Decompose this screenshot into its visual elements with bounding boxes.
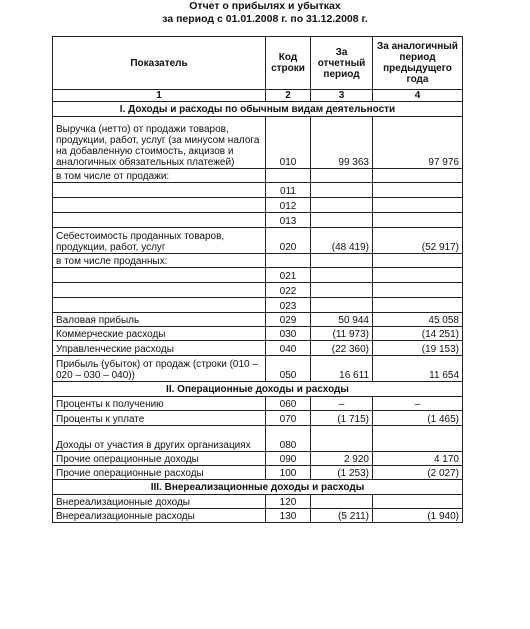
row-previous-value: 45 058 [373,313,463,327]
row-current-value [311,298,373,313]
row-code [266,169,311,183]
table-row [53,495,463,509]
row-code: 030 [266,327,311,341]
row-previous-value [373,495,463,509]
table-row [53,452,463,466]
column-number: 1 [53,90,266,102]
table-header-row [53,37,463,90]
row-current-value [311,169,373,183]
row-label [53,183,266,198]
row-previous-value: – [373,397,463,411]
row-code: 050 [266,356,311,382]
table-row [53,313,463,327]
row-code: 100 [266,466,311,480]
table-row [53,397,463,411]
row-previous-value [373,198,463,213]
col-header-indicator: Показатель [53,37,266,90]
table-row [53,228,463,254]
row-label: Внереализационные доходы [53,495,266,509]
table-row [53,198,463,213]
row-label: Себестоимость проданных товаров, продукции, работ, услуг [53,228,266,254]
row-previous-value [373,169,463,183]
table-row [53,327,463,341]
row-label: Доходы от участия в других организациях [53,426,266,452]
row-label: Прочие операционные расходы [53,466,266,480]
report-period: за период с 01.01.2008 г. по 31.12.2008 г. [162,13,368,25]
row-code: 023 [266,298,311,313]
row-previous-value [373,426,463,452]
row-code: 120 [266,495,311,509]
table-row [53,356,463,382]
row-current-value [311,426,373,452]
section-row [53,480,463,495]
column-number: 3 [311,90,373,102]
column-number-row [53,90,463,102]
row-current-value: 16 611 [311,356,373,382]
row-label: Проценты к уплате [53,411,266,426]
row-current-value [311,283,373,298]
row-previous-value [373,268,463,283]
row-label [53,298,266,313]
row-current-value: 99 363 [311,117,373,169]
row-previous-value: 11 654 [373,356,463,382]
row-current-value: (1 715) [311,411,373,426]
col-header-current: За отчетный период [311,37,373,90]
row-code: 070 [266,411,311,426]
row-current-value [311,183,373,198]
row-previous-value: (1 465) [373,411,463,426]
row-code: 090 [266,452,311,466]
table-row [53,169,463,183]
row-code: 011 [266,183,311,198]
row-label [53,198,266,213]
section-title: I. Доходы и расходы по обычным видам деятельности [53,102,463,117]
row-label: Прибыль (убыток) от продаж (строки (010 – 020 – 030 – 040)) [53,356,266,382]
row-current-value: (48 419) [311,228,373,254]
row-label: Внереализационные расходы [53,509,266,523]
row-label [53,283,266,298]
table-row [53,298,463,313]
row-previous-value: 4 170 [373,452,463,466]
row-label [53,268,266,283]
row-previous-value [373,298,463,313]
row-label: Валовая прибыль [53,313,266,327]
row-current-value [311,495,373,509]
row-previous-value: 97 976 [373,117,463,169]
table-row [53,509,463,523]
row-previous-value [373,213,463,228]
row-previous-value: (19 153) [373,341,463,356]
row-label: в том числе от продажи: [53,169,266,183]
row-current-value: 2 920 [311,452,373,466]
row-label: Прочие операционные доходы [53,452,266,466]
row-previous-value [373,283,463,298]
row-current-value [311,213,373,228]
row-code: 020 [266,228,311,254]
row-current-value: (11 973) [311,327,373,341]
section-row [53,102,463,117]
section-title: III. Внереализационные доходы и расходы [53,480,463,495]
row-current-value: – [311,397,373,411]
table-row [53,268,463,283]
row-code: 012 [266,198,311,213]
col-header-previous: За аналогичный период предыдущего года [373,37,463,90]
row-code: 022 [266,283,311,298]
row-previous-value: (2 027) [373,466,463,480]
row-code: 013 [266,213,311,228]
row-current-value [311,268,373,283]
row-code: 130 [266,509,311,523]
row-current-value [311,254,373,268]
table-row [53,341,463,356]
section-row [53,382,463,397]
row-previous-value [373,183,463,198]
table-row [53,213,463,228]
row-current-value [311,198,373,213]
row-previous-value [373,254,463,268]
table-row [53,426,463,452]
row-label: Выручка (нетто) от продажи товаров, продукции, работ, услуг (за минусом налога на добавленную стоимость, акцизов и аналогичных обязательных платежей) [53,117,266,169]
table-row [53,183,463,198]
table-row [53,254,463,268]
row-code: 080 [266,426,311,452]
row-current-value: (1 253) [311,466,373,480]
table-row [53,411,463,426]
table-row [53,117,463,169]
table-row [53,466,463,480]
column-number: 4 [373,90,463,102]
row-label: Проценты к получению [53,397,266,411]
row-previous-value: (1 940) [373,509,463,523]
col-header-code: Код строки [266,37,311,90]
row-previous-value: (14 251) [373,327,463,341]
row-code: 040 [266,341,311,356]
row-current-value: 50 944 [311,313,373,327]
row-code [266,254,311,268]
row-previous-value: (52 917) [373,228,463,254]
section-title: II. Операционные доходы и расходы [53,382,463,397]
row-label: в том числе проданных: [53,254,266,268]
row-label [53,213,266,228]
row-code: 060 [266,397,311,411]
row-current-value: (22 360) [311,341,373,356]
row-code: 021 [266,268,311,283]
column-number: 2 [266,90,311,102]
row-label: Управленческие расходы [53,341,266,356]
income-statement-table [52,36,463,523]
row-label: Коммерческие расходы [53,327,266,341]
row-current-value: (5 211) [311,509,373,523]
row-code: 029 [266,313,311,327]
table-row [53,283,463,298]
row-code: 010 [266,117,311,169]
report-title: Отчет о прибылях и убытках [189,0,341,12]
